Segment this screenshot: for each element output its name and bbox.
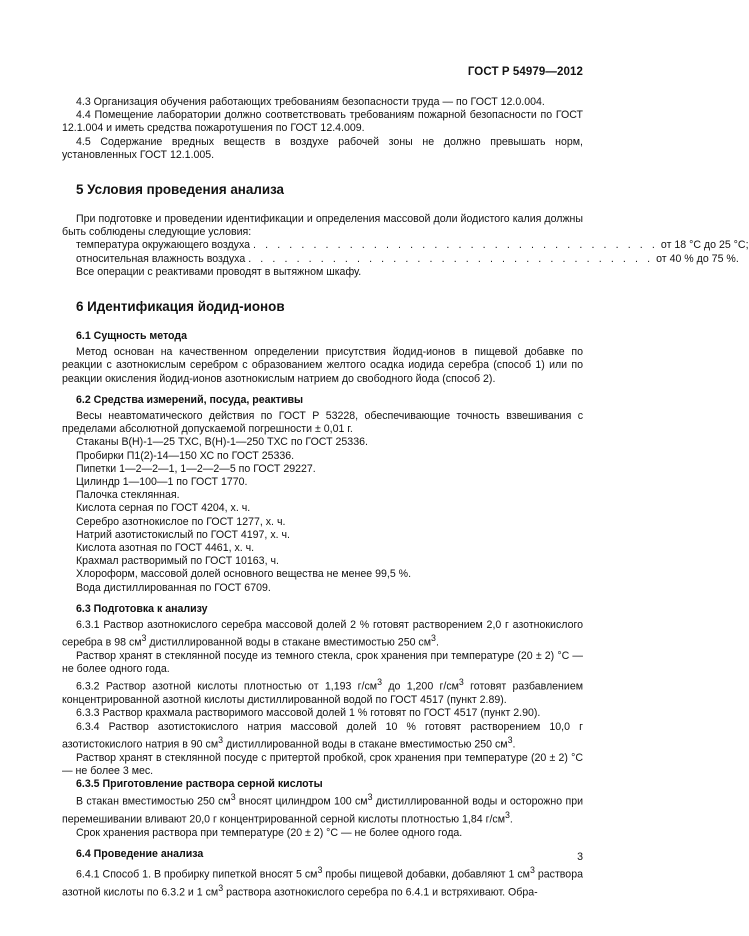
reagent-item: Натрий азотистокислый по ГОСТ 4197, х. ч.	[76, 528, 290, 541]
para-4-5: 4.5 Содержание вредных веществ в воздухе рабочей зоны не должно превышать норм, установленных ГОСТ 12.1.005.	[62, 135, 583, 161]
subsection-6-1-text: Метод основан на качественном определении присутствия йодид-ионов в пищевой добавке по реакции с азотнокислым серебром с образованием желтого осадка иодида серебра (способ 1) или по реакции окисления йодид-ионов азотнокислым натрием до свободного йода (способ 2).	[62, 346, 583, 385]
reagent-item: Серебро азотнокислое по ГОСТ 1277, х. ч.	[76, 515, 286, 528]
para-6-4-1: 6.4.1 Способ 1. В пробирку пипеткой вносят 5 $см^3$ пробы пищевой добавки, добавляют 1 $см^3$ раствора азотной кислоты по 6.3.2 и 1 $см^3$ раствора азотнокислого серебра по 6.4.1 и встряхивают. Обра-	[62, 865, 583, 899]
para-6-3-4-storage: Раствор хранят в стеклянной посуде с притертой пробкой, срок хранения при температуре (20 ± 2) °С — не более 3 мес.	[62, 751, 583, 777]
subsection-6-3-5-heading: 6.3.5 Приготовление раствора серной кислоты	[76, 777, 323, 790]
subsection-6-2-heading: 6.2 Средства измерений, посуда, реактивы	[76, 393, 304, 406]
dot-leader: . . . . . . . . . . . . . . . . . . . . . . . . . . . . . . . . . .	[248, 252, 654, 265]
para-6-3-2: 6.3.2 Раствор азотной кислоты плотностью от 1,193 $г/см^3$ до 1,200 $г/см^3$ готовят разбавлением концентрированной азотной кислоты дистиллированной водой по ГОСТ 4517 (пункт 2.89).	[62, 677, 584, 707]
subsection-6-1-heading: 6.1 Сущность метода	[76, 330, 188, 343]
reagent-item: Вода дистиллированная по ГОСТ 6709.	[76, 581, 271, 594]
condition-humidity-value: от 40 % до 75 %.	[656, 252, 739, 265]
para-6-3-1-storage: Раствор хранят в стеклянной посуде из темного стекла, срок хранения при температуре (20 ± 2) °С — не более одного года.	[62, 650, 583, 676]
equipment-item: Палочка стеклянная.	[76, 489, 180, 502]
para-6-3-5-storage: Срок хранения раствора при температуре (20 ± 2) °С — не более одного года.	[76, 826, 463, 839]
reagent-item: Кислота азотная по ГОСТ 4461, х. ч.	[76, 542, 255, 555]
condition-temperature-label: температура окружающего воздуха	[76, 239, 251, 252]
reagent-item: Хлороформ, массовой долей основного вещества не менее 99,5 %.	[76, 568, 412, 581]
para-6-3-1: 6.3.1 Раствор азотнокислого серебра массовой долей 2 % готовят растворением 2,0 г азотнокислого серебра в 98 $см^3$ дистиллированной воды в стакане вместимостью 250 $см^3$.	[62, 619, 583, 649]
para-6-3-5: В стакан вместимостью 250 $см^3$ вносят цилиндром 100 $см^3$ дистиллированной воды и осторожно при перемешивании вливают 20,0 г концентрированной серной кислоты плотностью 1,84 $г/см^3$.	[62, 792, 583, 826]
dot-leader: . . . . . . . . . . . . . . . . . . . . . . . . . . . . . . . . . .	[253, 239, 658, 252]
condition-temperature	[62, 239, 749, 252]
equipment-item: Стаканы В(Н)-1—25 ТХС, В(Н)-1—250 ТХС по ГОСТ 25336.	[76, 436, 368, 449]
reagent-item: Кислота серная по ГОСТ 4204, х. ч.	[76, 502, 251, 515]
subsection-6-3-heading: 6.3 Подготовка к анализу	[76, 602, 208, 615]
equipment-item: Пипетки 1—2—2—1, 1—2—2—5 по ГОСТ 29227.	[76, 462, 316, 475]
para-6-3-4: 6.3.4 Раствор азотистокислого натрия массовой долей 10 % готовят растворением 10,0 г азотистокислого натрия в 90 $см^3$ дистиллированной воды в стакане вместимостью 250 $см^3$.	[62, 720, 583, 751]
equipment-item: Цилиндр 1—100—1 по ГОСТ 1770.	[76, 476, 248, 489]
equipment-item: Пробирки П1(2)-14—150 ХС по ГОСТ 25336.	[76, 449, 295, 462]
page-number: 3	[577, 851, 583, 863]
equipment-scales: Весы неавтоматического действия по ГОСТ Р 53228, обеспечивающие точность взвешивания с пределами абсолютной допускаемой погрешности ± 0,01 г.	[62, 410, 583, 436]
para-6-3-3: 6.3.3 Раствор крахмала растворимого массовой долей 1 % готовят по ГОСТ 4517 (пункт 2.90).	[76, 707, 541, 720]
standard-header: ГОСТ Р 54979—2012	[467, 66, 583, 78]
fume-hood-note: Все операции с реактивами проводят в вытяжном шкафу.	[76, 265, 362, 278]
subsection-6-4-heading: 6.4 Проведение анализа	[76, 847, 204, 860]
condition-temperature-value: от 18 °С до 25 °С;	[660, 239, 749, 252]
condition-humidity-label: относительная влажность воздуха	[76, 252, 246, 265]
para-4-4: 4.4 Помещение лаборатории должно соответствовать требованиям пожарной безопасности по ГОСТ 12.1.004 и иметь средства пожаротушения по ГОСТ 12.4.009.	[62, 109, 583, 135]
section-6-heading: 6 Идентификация йодид-ионов	[76, 299, 285, 315]
section-5-heading: 5 Условия проведения анализа	[76, 182, 285, 198]
condition-humidity	[62, 252, 739, 266]
page-content	[62, 96, 749, 899]
reagent-item: Крахмал растворимый по ГОСТ 10163, ч.	[76, 555, 279, 568]
section-5-intro: При подготовке и проведении идентификации и определения массовой доли йодистого калия должны быть соблюдены следующие условия:	[62, 213, 583, 239]
para-4-3: 4.3 Организация обучения работающих требованиям безопасности труда — по ГОСТ 12.0.004.	[76, 96, 545, 108]
